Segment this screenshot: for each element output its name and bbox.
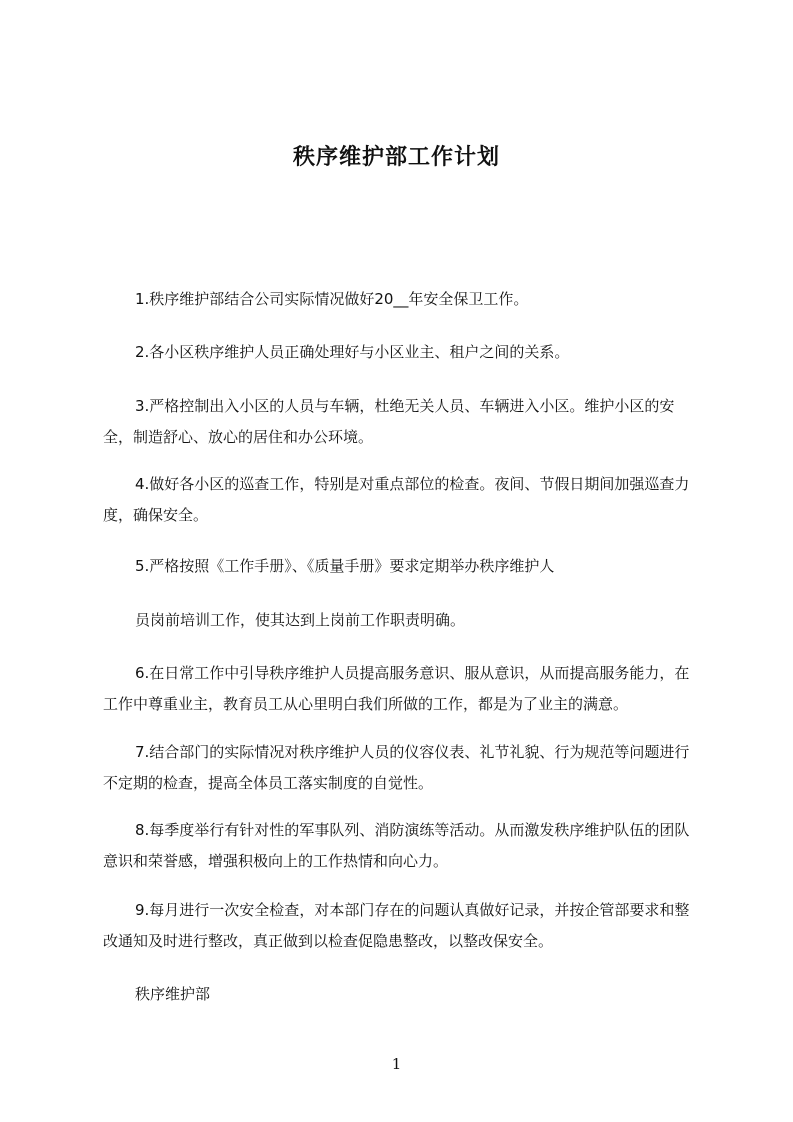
paragraph-2: 2.各小区秩序维护人员正确处理好与小区业主、租户之间的关系。 xyxy=(135,343,570,361)
paragraph-7: 7.结合部门的实际情况对秩序维护人员的仪容仪表、礼节礼貌、行为规范等问题进行不定期的检查，提高全体员工落实制度的自觉性。 xyxy=(103,743,690,792)
document-title: 秩序维护部工作计划 xyxy=(292,145,500,170)
paragraph-3: 3.严格控制出入小区的人员与车辆，杜绝无关人员、车辆进入小区。维护小区的安全，制造舒心、放心的居住和办公环境。 xyxy=(103,397,675,446)
paragraph-5: 5.严格按照《工作手册》、《质量手册》要求定期举办秩序维护人 xyxy=(135,557,555,575)
paragraph-9: 9.每月进行一次安全检查，对本部门存在的问题认真做好记录，并按企管部要求和整改通知及时进行整改，真正做到以检查促隐患整改，以整改保安全。 xyxy=(103,901,690,950)
paragraph-8: 8.每季度举行有针对性的军事队列、消防演练等活动。从而激发秩序维护队伍的团队意识和荣誉感，增强积极向上的工作热情和向心力。 xyxy=(103,821,690,870)
paragraph-1: 1.秩序维护部结合公司实际情况做好20__年安全保卫工作。 xyxy=(135,290,529,308)
page-number: 1 xyxy=(391,1055,402,1073)
paragraph-4: 4.做好各小区的巡查工作，特别是对重点部位的检查。夜间、节假日期间加强巡查力度，确保安全。 xyxy=(103,475,690,524)
signature: 秩序维护部 xyxy=(135,985,211,1003)
paragraph-5-continued: 员岗前培训工作，使其达到上岗前工作职责明确。 xyxy=(135,611,466,629)
paragraph-6: 6.在日常工作中引导秩序维护人员提高服务意识、服从意识，从而提高服务能力，在工作中尊重业主，教育员工从心里明白我们所做的工作，都是为了业主的满意。 xyxy=(103,664,690,713)
